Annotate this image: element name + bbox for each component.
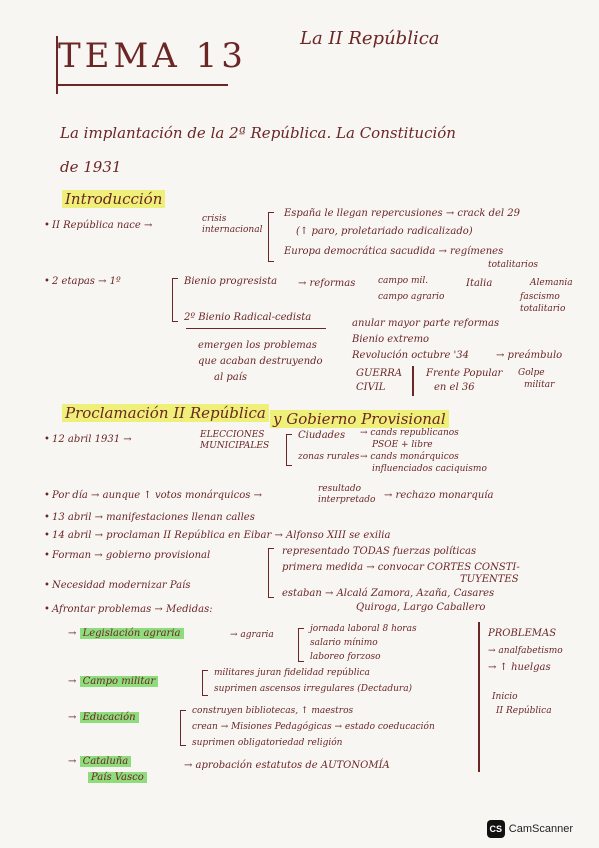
proclamacion-heading: Proclamación II República: [62, 404, 269, 422]
religion: suprimen obligatoriedad religión: [192, 738, 343, 748]
zonas-rurales: zonas rurales: [298, 452, 360, 462]
jornada: jornada laboral 8 horas: [310, 624, 417, 634]
proc-bullet-7: Afrontar problemas → Medidas:: [52, 604, 213, 615]
camscanner-label: CamScanner: [508, 823, 573, 835]
proc-bullet-1: 12 abril 1931 →: [52, 434, 132, 445]
militares-juran: militares juran fidelidad república: [214, 668, 370, 678]
crisis-b: (↑ paro, proletariado radicalizado): [296, 226, 473, 237]
resultado: resultado interpretado: [318, 484, 376, 505]
medida-cataluna: → Cataluña: [68, 756, 131, 767]
laboreo: laboreo forzoso: [310, 652, 381, 662]
rechazo: → rechazo monarquía: [384, 490, 494, 501]
italia: Italia: [466, 278, 493, 289]
page-subtitle: La II República: [300, 28, 440, 49]
cand-mon: → cands monárquicos: [360, 452, 459, 462]
alemania: Alemania: [530, 278, 573, 288]
bullet-dot: •: [44, 512, 50, 523]
inicio-republica: II República: [496, 706, 552, 716]
ciudades: Ciudades: [298, 430, 346, 441]
bullet-dot: •: [44, 490, 50, 501]
bienio-extremo: Bienio extremo: [352, 334, 430, 345]
preambulo: → preámbulo: [496, 350, 563, 361]
bullet-dot: •: [44, 550, 50, 561]
revolucion: Revolución octubre '34: [352, 350, 470, 361]
bibliotecas: construyen bibliotecas, ↑ maestros: [192, 706, 354, 716]
medida-educacion: → Educación: [68, 712, 139, 723]
anular: anular mayor parte reformas: [352, 318, 500, 329]
estaban: estaban → Alcalá Zamora, Azaña, Casares: [282, 588, 495, 599]
golpe: Golpe: [518, 368, 545, 378]
civil: CIVIL: [356, 382, 386, 393]
medida-legislacion: → Legislación agraria: [68, 628, 184, 639]
en-36: en el 36: [434, 382, 475, 393]
proc-bullet-4: 14 abril → proclaman II República en Eibar → Alfonso XIII se exilia: [52, 530, 391, 541]
reformas: → reformas: [298, 278, 356, 289]
proc-bullet-6: Necesidad modernizar País: [52, 580, 191, 591]
intro-bullet-1: II República nace →: [52, 220, 153, 231]
bienio-radical: 2º Bienio Radical-cedista: [184, 312, 312, 323]
frente-popular: Frente Popular: [426, 368, 503, 379]
problemas-title: PROBLEMAS: [488, 628, 557, 639]
medida-legislacion-a: → agraria: [230, 630, 274, 640]
proclamacion-heading-2: y Gobierno Provisional: [270, 410, 449, 428]
page-title: TEMA 13: [58, 36, 247, 76]
militar: militar: [524, 380, 555, 390]
problemas-1: → analfabetismo: [488, 646, 563, 656]
bullet-dot: •: [44, 276, 50, 287]
bullet-dot: •: [44, 220, 50, 231]
intro-bullet-2: 2 etapas → 1º: [52, 276, 121, 287]
problemas-2: → ↑ huelgas: [488, 662, 551, 673]
campo-agrario: campo agrario: [378, 292, 445, 302]
section-title-line2: de 1931: [60, 158, 122, 176]
misiones: crean → Misiones Pedagógicas → estado coeducación: [192, 722, 435, 732]
emergen: emergen los problemas: [198, 340, 317, 351]
camscanner-watermark: [487, 820, 573, 838]
intro-heading: Introducción: [62, 190, 165, 208]
cand-mon-2: influenciados caciquismo: [372, 464, 487, 474]
proc-bullet-3: 13 abril → manifestaciones llenan calles: [52, 512, 255, 523]
bullet-dot: •: [44, 604, 50, 615]
camscanner-logo-icon: CS: [487, 820, 505, 838]
primera-medida: primera medida → convocar CORTES CONSTI-: [282, 562, 520, 573]
fascismo: fascismo: [520, 292, 560, 302]
section-title: La implantación de la 2ª República. La Constitución: [60, 124, 456, 142]
crisis-a: España le llegan repercusiones → crack del 29: [284, 208, 520, 219]
elecciones: ELECCIONES MUNICIPALES: [200, 430, 270, 451]
medida-campo-militar: → Campo militar: [68, 676, 158, 687]
bienio-progresista: Bienio progresista: [184, 276, 278, 287]
crisis-c2: totalitarios: [488, 260, 538, 270]
cand-rep: → cands republicanos: [360, 428, 459, 438]
cand-rep-2: PSOE + libre: [372, 440, 433, 450]
quiroga: Quiroga, Largo Caballero: [356, 602, 486, 613]
crisis-c: Europa democrática sacudida → regímenes: [284, 246, 504, 257]
totalitario: totalitario: [520, 304, 566, 314]
estatutos: → aprobación estatutos de AUTONOMÍA: [184, 760, 390, 771]
acaban: que acaban destruyendo: [198, 356, 323, 367]
bullet-dot: •: [44, 434, 50, 445]
tuyentes: TUYENTES: [460, 574, 519, 585]
guerra: GUERRA: [356, 368, 402, 379]
bullet-dot: •: [44, 580, 50, 591]
suprimen-ascensos: suprimen ascensos irregulares (Dectadura): [214, 684, 413, 694]
campo-mil: campo mil.: [378, 276, 429, 286]
pais: al país: [214, 372, 248, 383]
bullet-dot: •: [44, 530, 50, 541]
representado: representado TODAS fuerzas políticas: [282, 546, 477, 557]
crisis-label: crisis internacional: [202, 214, 263, 235]
salario: salario mínimo: [310, 638, 378, 648]
proc-bullet-5: Forman → gobierno provisional: [52, 550, 211, 561]
proc-bullet-2: Por día → aunque ↑ votos monárquicos →: [52, 490, 262, 501]
medida-pais-vasco: País Vasco: [88, 772, 147, 783]
inicio: Inicio: [492, 692, 518, 702]
